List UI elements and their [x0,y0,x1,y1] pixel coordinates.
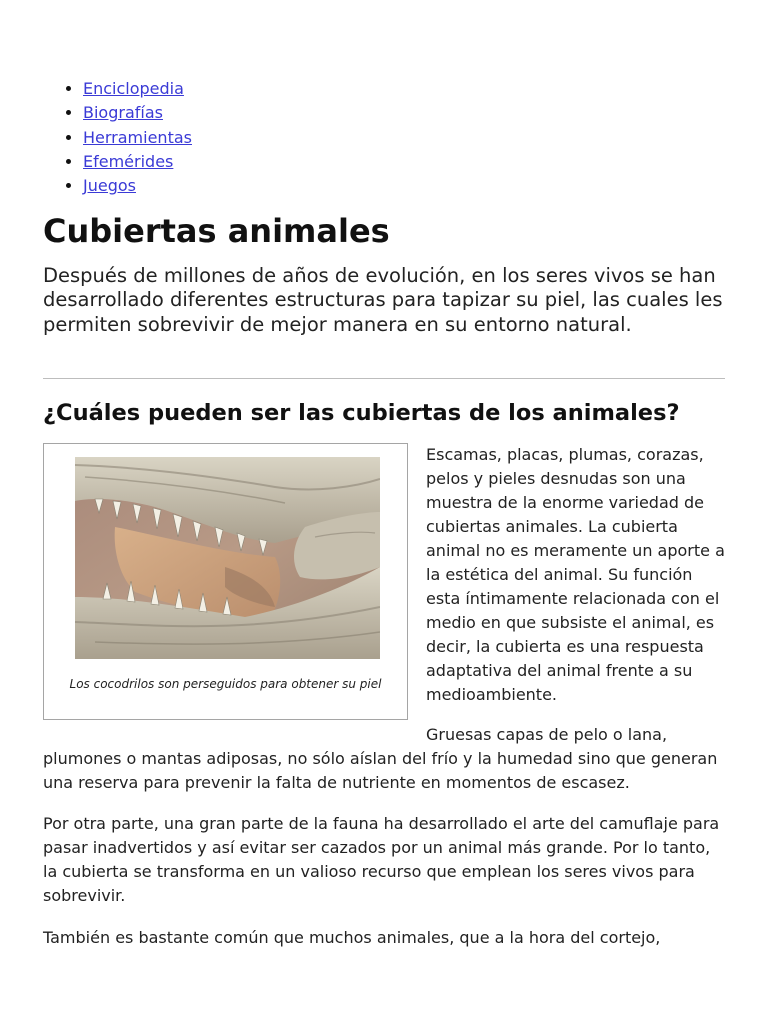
nav-item-herramientas [83,126,192,150]
section-divider [43,378,725,379]
paragraph-camuflaje: Por otra parte, una gran parte de la fauna ha desarrollado el arte del camuflaje para pasar inadvertidos y así evitar ser cazados por un animal más grande. Por lo tanto, la cubierta se transforma en un valioso recurso que emplean los seres vivos para sobrevivir. [43,814,720,905]
nav-item-enciclopedia [83,77,192,101]
intro-paragraph: Después de millones de años de evolución, en los seres vivos se han desarrollado diferentes estructuras para tapizar su piel, las cuales les permiten sobrevivir de mejor manera en su entorno natural. [43,264,723,336]
nav-item-efemerides [83,150,192,174]
paragraph-cortejo: También es bastante común que muchos animales, que a la hora del cortejo, [43,928,661,947]
section-heading: ¿Cuáles pueden ser las cubiertas de los animales? [43,400,680,426]
nav-link-enciclopedia[interactable]: Enciclopedia [83,79,184,98]
nav-item-juegos [83,174,192,198]
figure-caption: Los cocodrilos son perseguidos para obtener su piel [69,677,382,691]
page-title: Cubiertas animales [43,212,390,250]
figure-box [43,443,408,720]
nav-link-efemerides[interactable]: Efemérides [83,151,174,171]
paragraph-cubiertas: Escamas, placas, plumas, corazas, pelos y pieles desnudas son una muestra de la enorme variedad de cubiertas animales. La cubierta animal no es meramente un aporte a la estética del animal. Su función esta íntimamente relacionada con el medio en que subsiste el animal, es decir, la cubierta es una respuesta adaptativa del animal frente a su medioambiente. [426,445,725,704]
crocodile-photo [75,457,380,659]
nav-item-biografias [83,101,192,125]
nav-link-herramientas[interactable]: Herramientas [83,127,192,147]
paragraph-capas: Gruesas capas de pelo o lana, plumones o mantas adiposas, no sólo aíslan del frío y la humedad sino que generan una reserva para prevenir la falta de nutriente en momentos de escasez. [43,725,718,792]
nav-link-biografias[interactable]: Biografías [83,103,163,123]
site-nav [43,77,192,198]
nav-link-juegos[interactable]: Juegos [83,176,136,196]
